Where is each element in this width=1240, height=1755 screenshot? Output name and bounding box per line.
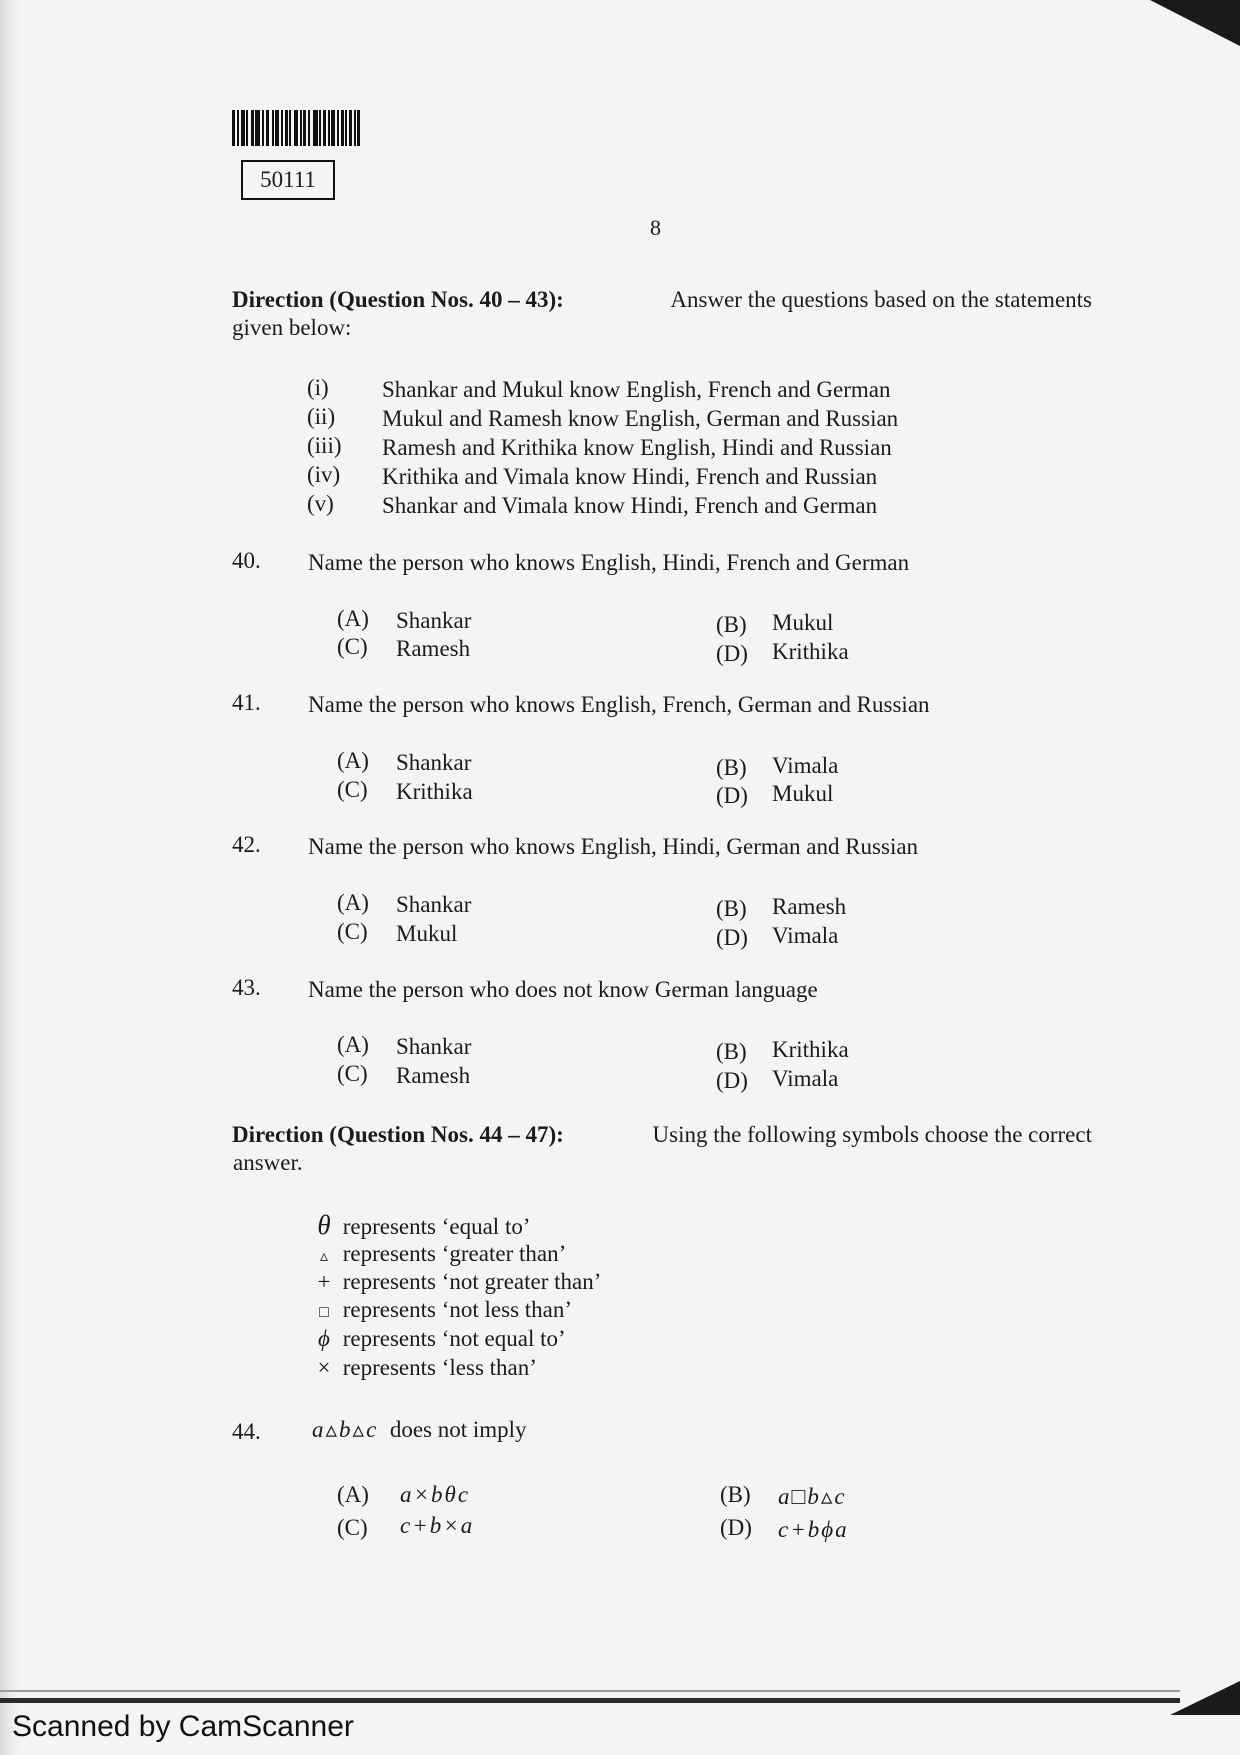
direction-1-line-2: given below: [232, 315, 352, 340]
paper-code: 50111 [241, 160, 335, 200]
direction-1-text: Answer the questions based on the statements [670, 287, 1092, 312]
direction-2-heading: Direction (Question Nos. 44 – 47): [232, 1122, 564, 1147]
direction-1-heading: Direction (Question Nos. 40 – 43): [232, 287, 564, 312]
option-letter: (B) [720, 1482, 751, 1507]
option-letter: (D) [716, 1068, 748, 1093]
option-letter: (D) [716, 641, 748, 666]
option-letter: (D) [716, 925, 748, 950]
theta-symbol: θ [317, 1210, 331, 1240]
option-letter: (D) [716, 783, 748, 808]
statement-number: (ii) [307, 404, 336, 429]
question-text [312, 1416, 527, 1444]
option-letter: (A) [337, 606, 369, 631]
symbol-meaning: represents ‘not less than’ [342, 1297, 573, 1322]
option-text: Ramesh [396, 1063, 471, 1088]
symbol-row [311, 1268, 601, 1296]
symbol-meaning: represents ‘equal to’ [342, 1214, 531, 1239]
statement-text: Ramesh and Krithika know English, Hindi and Russian [382, 435, 892, 460]
statement-number: (iv) [307, 462, 341, 487]
option-text: Ramesh [772, 894, 847, 919]
option-text: a□b▵c [778, 1484, 847, 1509]
triangle-symbol: ▵ [319, 1248, 329, 1265]
option-text: Mukul [772, 781, 834, 806]
option-text: Mukul [396, 921, 458, 946]
option-letter: (A) [337, 748, 369, 773]
square-symbol: □ [319, 1304, 329, 1321]
statement-number: (i) [307, 375, 329, 400]
option-text: Vimala [772, 923, 839, 948]
symbol-meaning: represents ‘not equal to’ [342, 1326, 566, 1351]
option-text: Shankar [396, 608, 472, 633]
scan-bottom-shadow [0, 1690, 1180, 1692]
option-letter: (C) [337, 1515, 368, 1540]
question-number: 40. [232, 548, 261, 573]
option-text: Shankar [396, 1034, 472, 1059]
question-text: Name the person who knows English, French, German and Russian [308, 692, 930, 717]
page-number: 8 [650, 215, 661, 240]
option-text: a×bθc [400, 1482, 471, 1507]
option-letter: (C) [337, 1061, 368, 1086]
question-number: 44. [232, 1419, 261, 1444]
symbol-row [311, 1296, 572, 1327]
question-number: 42. [232, 832, 261, 857]
symbol-meaning: represents ‘less than’ [342, 1355, 537, 1380]
statement-number: (v) [307, 491, 334, 516]
phi-symbol: ϕ [318, 1326, 330, 1351]
option-letter: (B) [716, 1039, 747, 1064]
symbol-meaning: represents ‘greater than’ [342, 1241, 567, 1266]
option-letter: (C) [337, 919, 368, 944]
option-letter: (C) [337, 634, 368, 659]
symbol-row [311, 1354, 537, 1382]
option-letter: (A) [337, 890, 369, 915]
question-expression: a▵b▵c [312, 1417, 379, 1442]
scan-left-edge [0, 0, 22, 1755]
scan-bottom-rule [0, 1698, 1180, 1703]
question-text: Name the person who knows English, Hindi, German and Russian [308, 834, 919, 859]
statement-number: (iii) [307, 433, 342, 458]
option-text: Krithika [772, 1037, 849, 1062]
option-letter: (B) [716, 755, 747, 780]
option-text: Ramesh [396, 636, 471, 661]
question-text: Name the person who does not know German language [308, 977, 818, 1002]
plus-symbol: + [317, 1269, 331, 1294]
symbol-row [311, 1211, 531, 1241]
symbol-row [311, 1325, 566, 1353]
barcode [232, 110, 398, 146]
statement-text: Shankar and Mukul know English, French and German [382, 377, 891, 402]
symbol-meaning: represents ‘not greater than’ [342, 1269, 602, 1294]
direction-2-line-1 [232, 1121, 1092, 1149]
option-text: c+bϕa [778, 1517, 849, 1542]
direction-2-line-2: answer. [233, 1150, 303, 1175]
option-letter: (D) [720, 1515, 752, 1540]
question-number: 41. [232, 690, 261, 715]
statement-text: Mukul and Ramesh know English, German and Russian [382, 406, 899, 431]
statement-text: Krithika and Vimala know Hindi, French and Russian [382, 464, 878, 489]
option-text: Mukul [772, 610, 834, 635]
option-text: c+b×a [400, 1513, 475, 1538]
option-letter: (A) [337, 1032, 369, 1057]
scan-corner-top [1150, 0, 1240, 46]
symbol-row [311, 1240, 566, 1271]
option-letter: (A) [337, 1482, 369, 1507]
option-text: Vimala [772, 753, 839, 778]
option-letter: (B) [716, 896, 747, 921]
option-text: Krithika [396, 779, 473, 804]
direction-2-text: Using the following symbols choose the correct [652, 1122, 1092, 1147]
option-letter: (C) [337, 777, 368, 802]
scan-corner-bottom [1170, 1681, 1240, 1715]
option-letter: (B) [716, 612, 747, 637]
scanner-watermark: Scanned by CamScanner [12, 1710, 354, 1743]
question-number: 43. [232, 975, 261, 1000]
option-text: Shankar [396, 750, 472, 775]
direction-1-line-1 [232, 286, 1092, 314]
question-phrase: does not imply [389, 1417, 527, 1442]
option-text: Krithika [772, 639, 849, 664]
option-text: Shankar [396, 892, 472, 917]
question-text: Name the person who knows English, Hindi, French and German [308, 550, 910, 575]
times-symbol: × [317, 1355, 331, 1380]
statement-text: Shankar and Vimala know Hindi, French and German [382, 493, 878, 518]
option-text: Vimala [772, 1066, 839, 1091]
